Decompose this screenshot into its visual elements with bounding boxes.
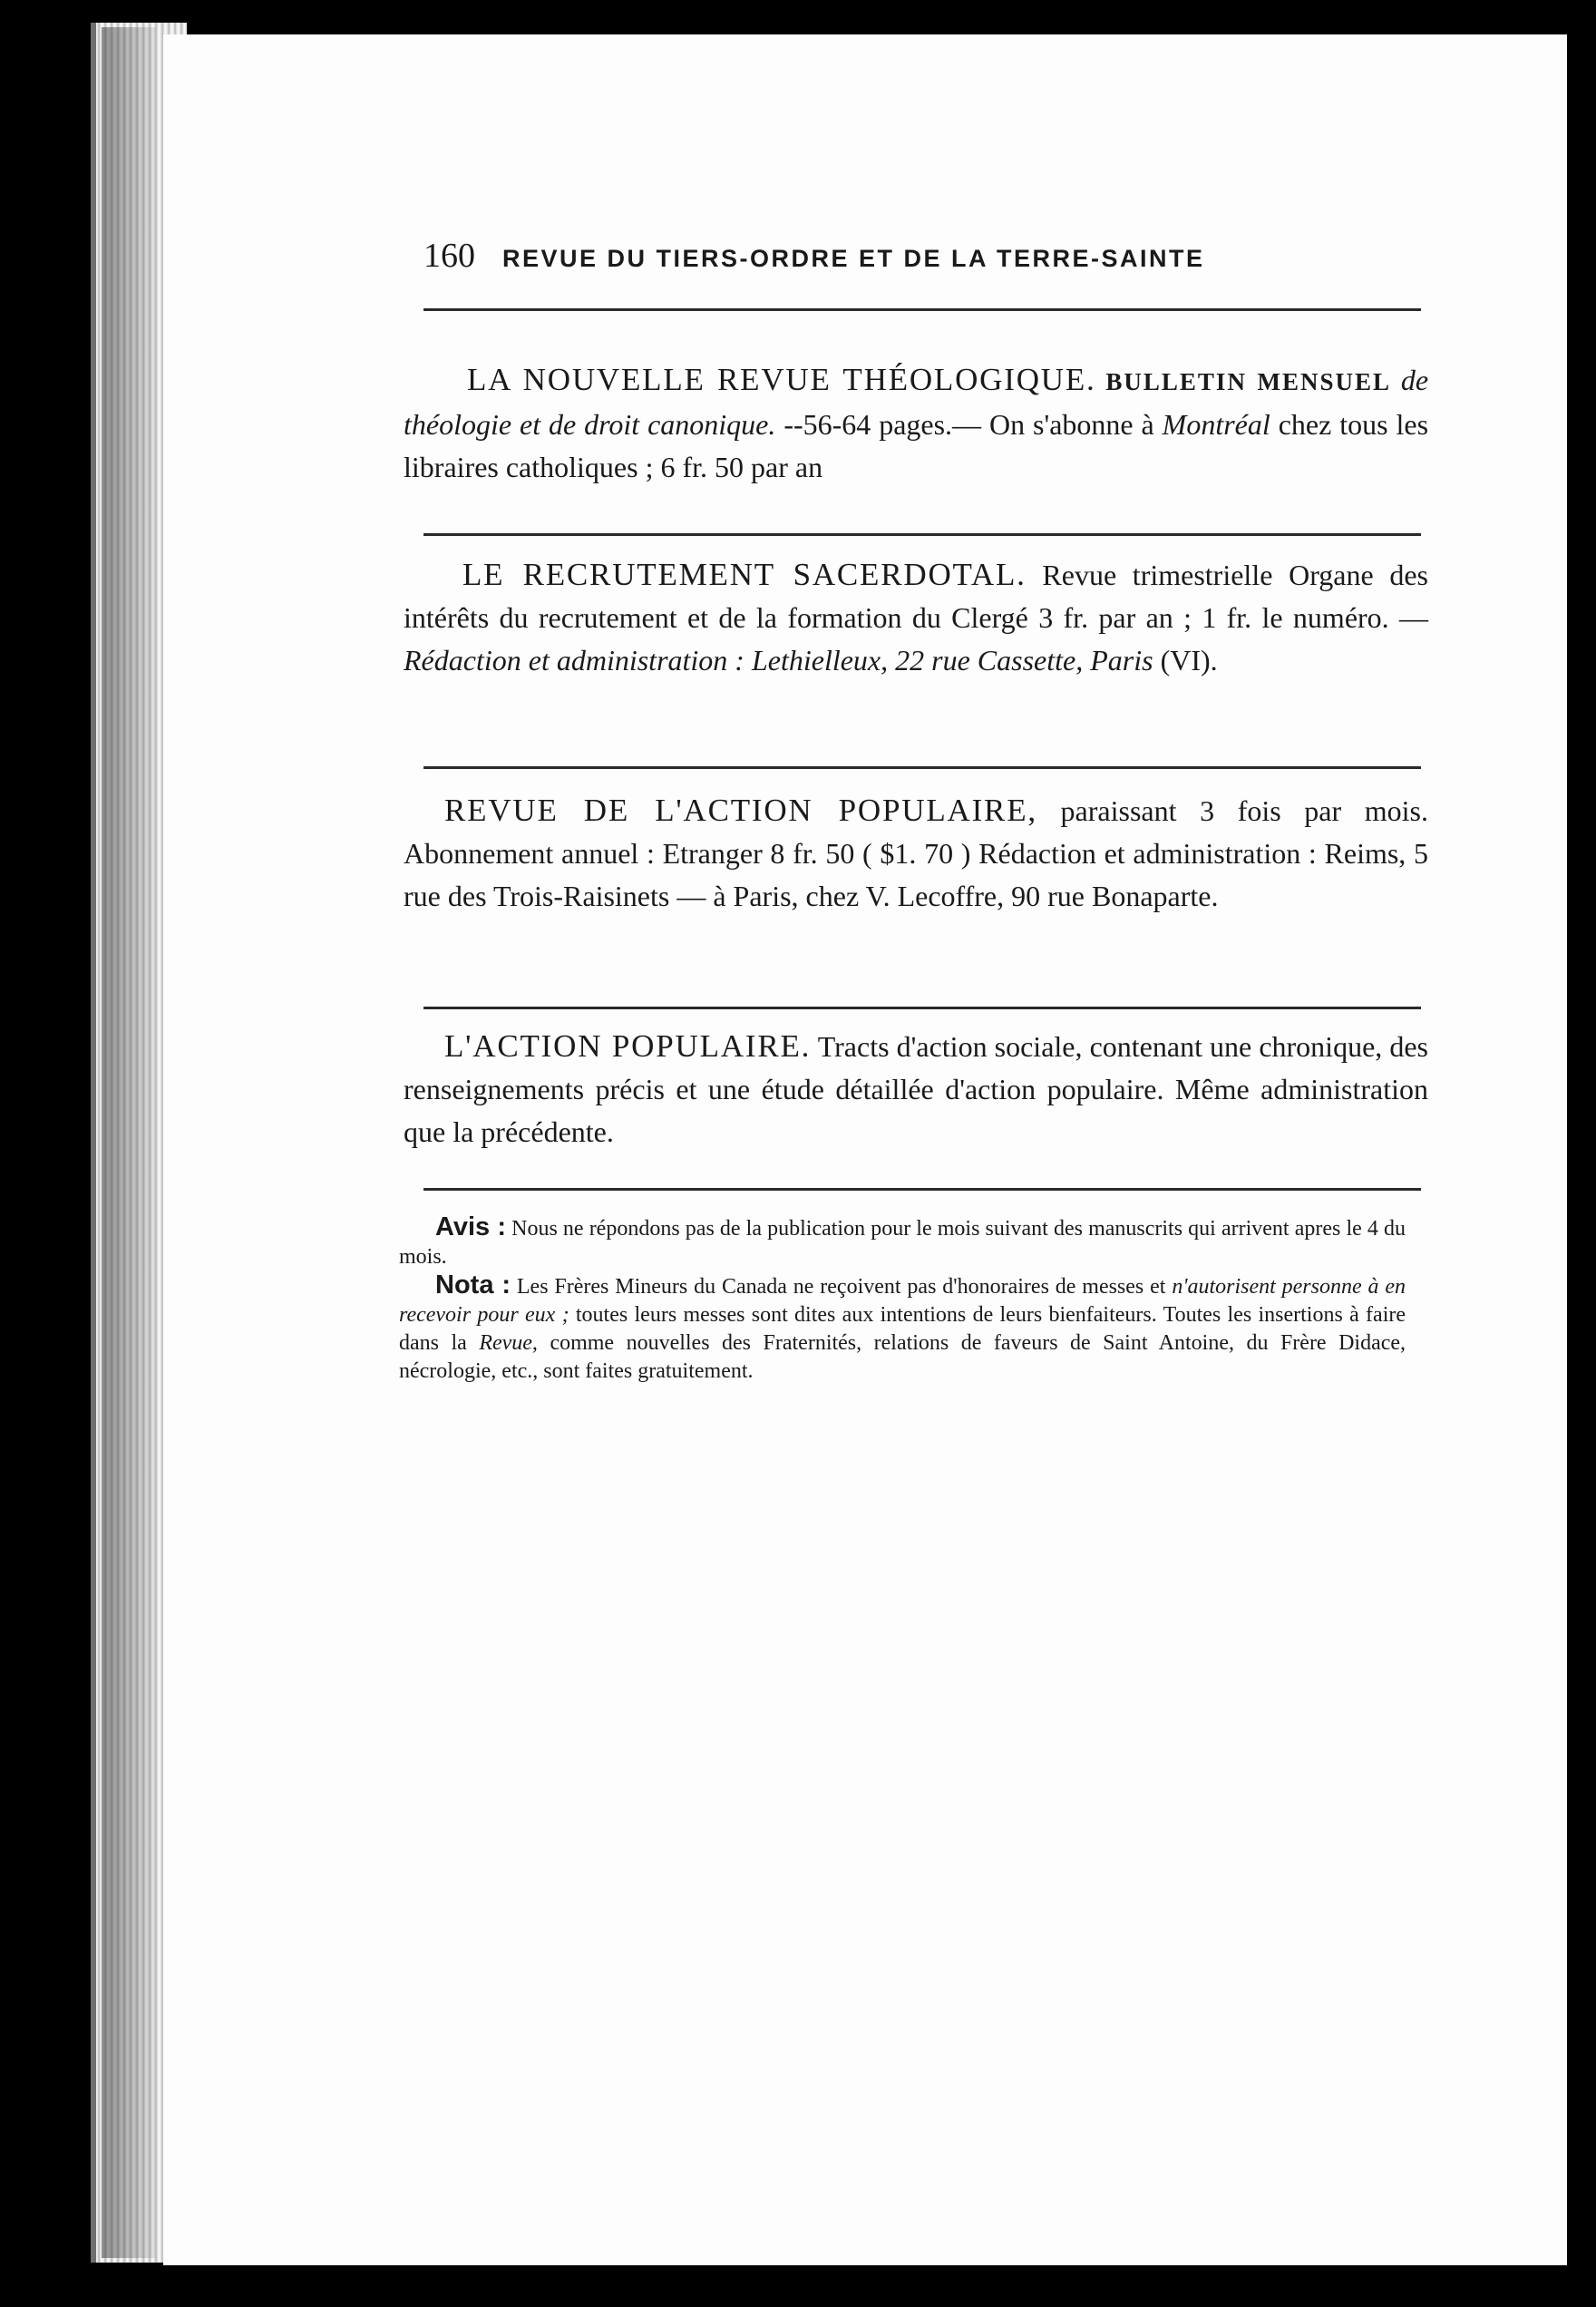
running-head	[423, 236, 1394, 290]
entry-title: LE RECRUTEMENT SACERDOTAL.	[462, 557, 1027, 592]
entry-title: LA NOUVELLE REVUE THÉOLOGIQUE.	[467, 362, 1096, 397]
entry-text: --56-64 pages.— On s'abonne à	[783, 408, 1154, 441]
entry-text: Revue trimestrielle Organe des intérêts du recrutement et de la formation du Clergé 3 fr. par an ; 1 fr. le numéro. —	[404, 559, 1429, 634]
entry-text: paraissant 3 fois par mois. Abonnement annuel : Etranger 8 fr. 50 ( $1. 70 ) Rédaction et administration : Reims, 5 rue des Trois-Raisinets — à Paris, chez V. Lecoffre, 90 rue Bonaparte.	[404, 794, 1429, 912]
nota-label: Nota :	[435, 1270, 511, 1300]
entry-text-2: (VI).	[1160, 644, 1218, 677]
book-edge-shadow	[102, 27, 156, 2258]
entry-italic-place: Montréal	[1162, 408, 1270, 441]
avis-label: Avis :	[435, 1212, 507, 1241]
avis-text: Nous ne répondons pas de la publication pour le mois suivant des manuscrits qui arrivent apres le 4 du mois.	[399, 1217, 1406, 1269]
entry-recrutement-sacerdotal	[404, 553, 1428, 682]
header-rule	[423, 308, 1421, 311]
divider-rule-3	[423, 1007, 1421, 1009]
divider-rule-1	[423, 533, 1421, 536]
avis-note	[399, 1213, 1406, 1271]
entry-smallcaps: BULLETIN MENSUEL	[1105, 368, 1392, 395]
running-title: REVUE DU TIERS-ORDRE ET DE LA TERRE-SAINTE	[502, 245, 1205, 272]
entry-title: REVUE DE L'ACTION POPULAIRE,	[444, 793, 1037, 828]
entry-action-populaire	[404, 1025, 1428, 1154]
divider-rule-4	[423, 1188, 1421, 1191]
divider-rule-2	[423, 766, 1421, 769]
page-number: 160	[423, 237, 475, 275]
nota-text-1: Les Frères Mineurs du Canada ne reçoivent pas d'honoraires de messes et	[516, 1275, 1166, 1299]
footer-notes	[399, 1213, 1406, 1386]
entry-revue-action-populaire	[404, 789, 1428, 918]
nota-text-2: toutes leurs messes sont dites aux intentions de leurs bienfaiteurs. Toutes les insertions à faire dans la	[399, 1303, 1406, 1355]
nota-note	[399, 1271, 1406, 1386]
entry-nouvelle-revue-theologique	[404, 358, 1428, 489]
entry-text: Tracts d'action sociale, contenant une chronique, des renseignements précis et une étude détaillée d'action populaire. Même administration que la précédente.	[404, 1030, 1428, 1148]
nota-italic-2: Revue,	[479, 1331, 538, 1355]
entry-title: L'ACTION POPULAIRE.	[444, 1028, 812, 1064]
entry-italic: Rédaction et administration : Lethielleux, 22 rue Cassette, Paris	[404, 644, 1153, 677]
entry-text-2: chez tous les libraires catholiques ; 6 fr. 50 par an	[404, 408, 1429, 483]
entry-italic: de théologie et de droit canonique.	[404, 364, 1429, 441]
nota-italic-1: n'autorisent personne à en recevoir pour eux ;	[399, 1275, 1406, 1327]
nota-text-3: comme nouvelles des Fraternités, relations de faveurs de Saint Antoine, du Frère Didace, nécrologie, etc., sont faites gratuitement.	[399, 1331, 1406, 1383]
